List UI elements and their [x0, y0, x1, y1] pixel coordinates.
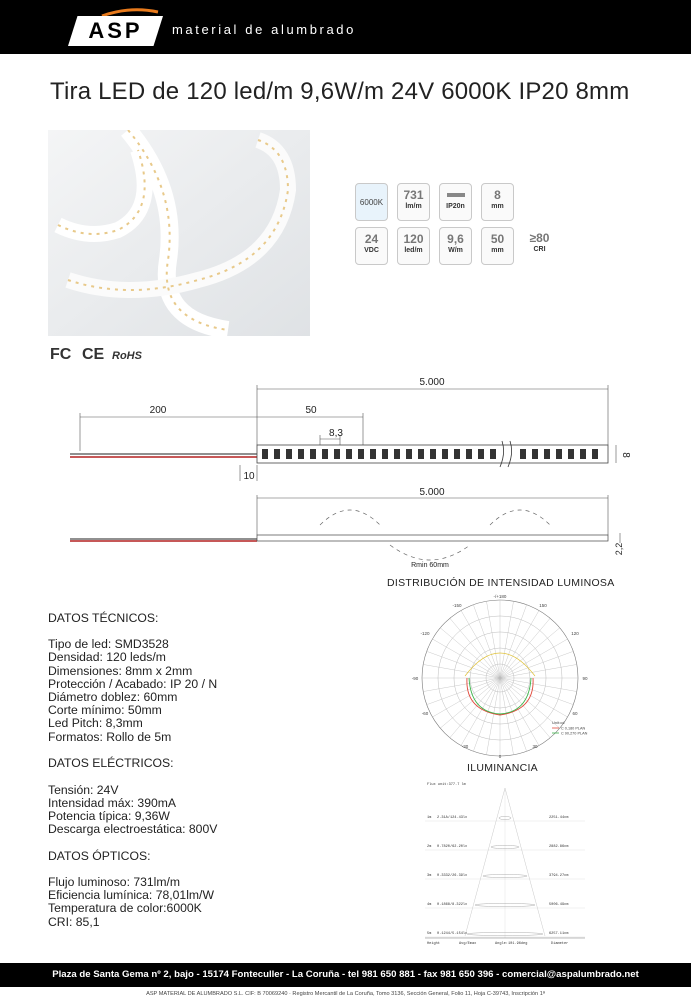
- logo-text: ASP: [88, 18, 143, 43]
- illuminance-footer-diameter: Diameter: [551, 942, 569, 946]
- tech-line: Dimensiones: 8mm x 2mm: [48, 663, 193, 678]
- optical-heading: DATOS ÓPTICOS:: [48, 848, 151, 863]
- optical-line: Flujo luminoso: 731lm/m: [48, 875, 181, 890]
- polar-chart-title: DISTRIBUCIÓN DE INTENSIDAD LUMINOSA: [387, 577, 615, 589]
- polar-angle-m150: -150: [452, 603, 462, 608]
- polar-legend-c0: C 0,180 PLAN: [561, 726, 586, 731]
- polar-angle-m120: -120: [420, 631, 430, 636]
- electrical-line: Potencia típica: 9,36W: [48, 808, 170, 823]
- tech-line: Corte mínimo: 50mm: [48, 703, 162, 718]
- optical-line: Temperatura de color:6000K: [48, 901, 202, 916]
- illuminance-diameter: 2251.44cm: [549, 816, 569, 820]
- page-header: [0, 0, 691, 54]
- ip-rating-icon: IP20n: [439, 183, 472, 221]
- voltage-icon: 24 VDC: [355, 227, 388, 265]
- product-photo: [48, 130, 310, 336]
- electrical-line: Tensión: 24V: [48, 782, 119, 797]
- polar-angle-m30: -30: [461, 744, 469, 749]
- power-icon: 9,6 W/m: [439, 227, 472, 265]
- dim-offset: 10: [243, 471, 255, 482]
- polar-angle-180: -/+180: [493, 594, 507, 599]
- illuminance-header: Flux unit:377.7 lm: [427, 783, 466, 787]
- polar-angle-120: 120: [571, 631, 579, 636]
- cut-length-icon: 50 mm: [481, 227, 514, 265]
- polar-angle-m60: -60: [421, 711, 429, 716]
- illuminance-dist: 3m: [427, 874, 432, 878]
- polar-chart: [405, 590, 595, 760]
- polar-angle-m90: -90: [411, 676, 419, 681]
- illuminance-dist: 5m: [427, 932, 432, 936]
- luminous-flux-icon: 731 lm/m: [397, 183, 430, 221]
- tech-heading: DATOS TÉCNICOS:: [48, 611, 159, 625]
- rohs-logo-icon: RoHS: [112, 350, 142, 362]
- illuminance-footer-angle: Angle:101.96deg: [495, 942, 528, 946]
- illuminance-footer-height: Height: [427, 942, 440, 946]
- illuminance-chart: [425, 778, 585, 948]
- illuminance-lux: 0.1244/5.154lx: [437, 932, 468, 936]
- polar-legend-title: Unit:cd: [552, 720, 565, 725]
- electrical-list: [48, 784, 217, 837]
- dim-thickness: 2,2: [614, 542, 624, 556]
- tech-line: Diámetro doblez: 60mm: [48, 690, 178, 705]
- electrical-line: Descarga electroestática: 800V: [48, 822, 218, 837]
- illuminance-diameter: 5006.49cm: [549, 903, 569, 907]
- led-density-icon: 120 led/m: [397, 227, 430, 265]
- tech-list: [48, 638, 217, 744]
- header-tagline: material de alumbrado: [172, 22, 356, 37]
- polar-angle-0: 0: [498, 754, 502, 759]
- ce-logo-icon: CE: [82, 346, 105, 363]
- tech-line: Formatos: Rollo de 5m: [48, 729, 172, 744]
- tech-line: Densidad: 120 leds/m: [48, 650, 166, 665]
- polar-angle-90: 90: [582, 676, 588, 681]
- illuminance-dist: 4m: [427, 903, 432, 907]
- illuminance-chart-title: ILUMINANCIA: [467, 762, 538, 774]
- polar-angle-30: 30: [532, 744, 538, 749]
- polar-legend-c90: C 90,270 PLAN: [561, 731, 588, 736]
- tech-line: Tipo de led: SMD3528: [48, 637, 169, 652]
- illuminance-footer-avg: Avg/Emax: [459, 942, 477, 946]
- illuminance-diameter: 2882.86cm: [549, 845, 569, 849]
- illuminance-lux: 0.3332/26.39lx: [437, 874, 468, 878]
- illuminance-dist: 1m: [427, 816, 432, 820]
- illuminance-dist: 2m: [427, 845, 432, 849]
- legal-footer: ASP MATERIAL DE ALUMBRADO S.L. CIF: B 70069240 · Registro Mercantil de La Coruña, Tomo 3136, Sección General, Folio 11, Hoja C-39743, Inscripción 1ª: [146, 991, 545, 997]
- width-icon: 8 mm: [481, 183, 514, 221]
- contact-footer: Plaza de Santa Gema nº 2, bajo - 15174 Fonteculler - La Coruña - tel 981 650 881 - fax 981 650 396 - comercial@aspalumbrado.net: [0, 963, 691, 987]
- technical-drawing: [40, 375, 640, 575]
- dim-total-length-1: 5.000: [419, 377, 445, 388]
- dim-cable-length: 200: [149, 405, 167, 416]
- dim-width: 8: [620, 452, 631, 458]
- dim-segment: 50: [305, 405, 317, 416]
- product-title: Tira LED de 120 led/m 9,6W/m 24V 6000K IP20 8mm: [50, 78, 630, 105]
- fcc-logo-icon: FC: [50, 346, 72, 363]
- cri-icon: ≥80 CRI: [529, 231, 550, 253]
- illuminance-lux: 0.1868/8.322lx: [437, 903, 468, 907]
- polar-angle-60: 60: [572, 711, 578, 716]
- spec-sheet: [48, 612, 217, 929]
- bend-radius-label: Rmin 60mm: [411, 562, 449, 569]
- illuminance-diameter: 3794.27cm: [549, 874, 569, 878]
- electrical-heading: DATOS ELÉCTRICOS:: [48, 756, 174, 771]
- illuminance-diameter: 6257.11cm: [549, 932, 569, 936]
- optical-list: [48, 876, 217, 929]
- dim-pitch: 8,3: [329, 428, 343, 439]
- illuminance-lux: 0.7820/62.20lx: [437, 845, 468, 849]
- optical-line: CRI: 85,1: [48, 914, 100, 929]
- color-temperature-icon: 6000K: [355, 183, 388, 221]
- optical-line: Eficiencia lumínica: 78,01lm/W: [48, 888, 214, 903]
- polar-angle-150: 150: [539, 603, 547, 608]
- tech-line: Led Pitch: 8,3mm: [48, 716, 143, 731]
- illuminance-lux: 2.31A/124.43lx: [437, 816, 468, 820]
- electrical-line: Intensidad máx: 390mA: [48, 795, 177, 810]
- tech-line: Protección / Acabado: IP 20 / N: [48, 676, 218, 691]
- dim-total-length-2: 5.000: [419, 487, 445, 498]
